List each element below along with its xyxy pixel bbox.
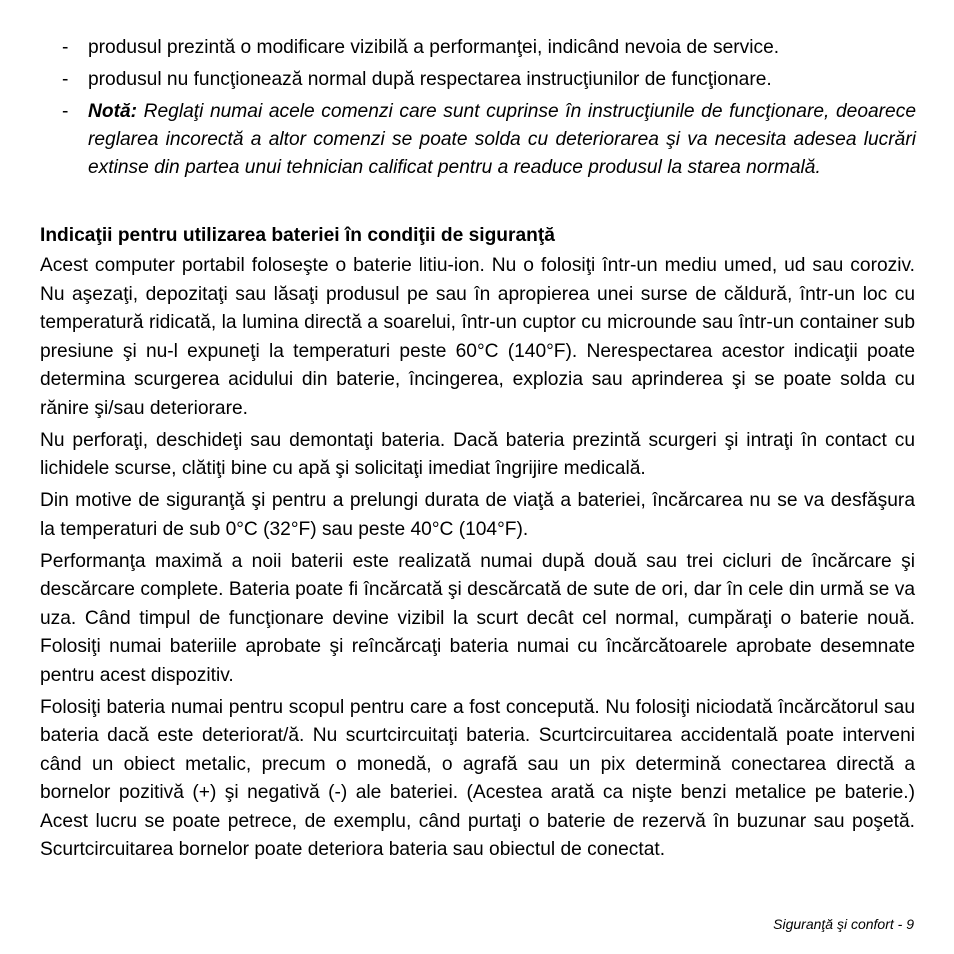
- bullet-dash: -: [62, 101, 69, 122]
- paragraph: Nu perforaţi, deschideţi sau demontaţi bateria. Dacă bateria prezintă scurgeri şi intraţi în contact cu lichidele scurse, clătiţi bine cu apă şi solicitaţi imediat îngrijire medicală.: [40, 429, 915, 479]
- note-label: Notă:: [88, 101, 138, 122]
- paragraph: Acest computer portabil foloseşte o baterie litiu-ion. Nu o folosiţi într-un mediu umed, ud sau coroziv. Nu aşezaţi, depozitaţi sau lăsaţi produsul pe sau în apropierea unei surse de căldură, într-un loc cu temperatură ridicată, la lumina directă a soarelui, într-un cuptor cu microunde sau într-un container sub presiune şi nu-l expuneţi la temperaturi peste 60°C (140°F). Nerespectarea acestor indicaţii poate determina scurgerea acidului din baterie, încingerea, explozia sau aprinderea şi se poate solda cu rănire şi/sau deteriorare.: [40, 255, 915, 419]
- page-footer: Siguranţă şi confort - 9: [773, 916, 914, 932]
- bullet-list: [62, 34, 916, 186]
- bullet-item: [62, 34, 916, 62]
- bullet-text: produsul nu funcţionează normal după respectarea instrucţiunilor de funcţionare.: [88, 69, 772, 90]
- note-text: Reglaţi numai acele comenzi care sunt cuprinse în instrucţiunile de funcţionare, deoarece reglarea incorectă a altor comenzi se poate solda cu deteriorarea şi va necesita adesea lucrări extinse din partea unui tehnician calificat pentru a readuce produsul la starea normală.: [88, 101, 916, 178]
- bullet-item: [62, 66, 916, 94]
- bullet-dash: -: [62, 69, 69, 90]
- section-heading: Indicaţii pentru utilizarea bateriei în condiţii de siguranţă: [40, 225, 555, 246]
- paragraph: Folosiţi bateria numai pentru scopul pentru care a fost concepută. Nu folosiţi niciodată încărcătorul sau bateria dacă este deteriorat/ă. Nu scurtcircuitaţi bateria. Scurtcircuitarea accidentală poate interveni când un obiect metalic, precum o monedă, o agrafă sau un pix determină conectarea directă a bornelor pozitivă (+) şi negativă (-) ale bateriei. (Acestea arată ca nişte benzi metalice pe baterie.) Acest lucru se poate petrece, de exemplu, când purtaţi o baterie de rezervă în buzunar sau poşetă. Scurtcircuitarea bornelor poate deteriora bateria sau obiectul de conectat.: [40, 696, 915, 860]
- note-item: [62, 98, 916, 182]
- paragraph: Performanţa maximă a noii baterii este realizată numai după două sau trei cicluri de încărcare şi descărcare complete. Bateria poate fi încărcată şi descărcată de sute de ori, dar în cele din urmă se va uza. Când timpul de funcţionare devine vizibil la scurt decât cel normal, cumpăraţi o baterie nouă. Folosiţi numai bateriile aprobate şi reîncărcaţi bateria numai cu încărcătoarele aprobate desemnate pentru acest dispozitiv.: [40, 550, 915, 686]
- bullet-dash: -: [62, 37, 69, 58]
- note-text-block: [88, 98, 916, 182]
- paragraph: Din motive de siguranţă şi pentru a prelungi durata de viaţă a bateriei, încărcarea nu se va desfăşura la temperaturi de sub 0°C (32°F) sau peste 40°C (104°F).: [40, 490, 915, 540]
- bullet-text: produsul prezintă o modificare vizibilă a performanţei, indicând nevoia de service.: [88, 37, 780, 58]
- section-body: [40, 252, 915, 868]
